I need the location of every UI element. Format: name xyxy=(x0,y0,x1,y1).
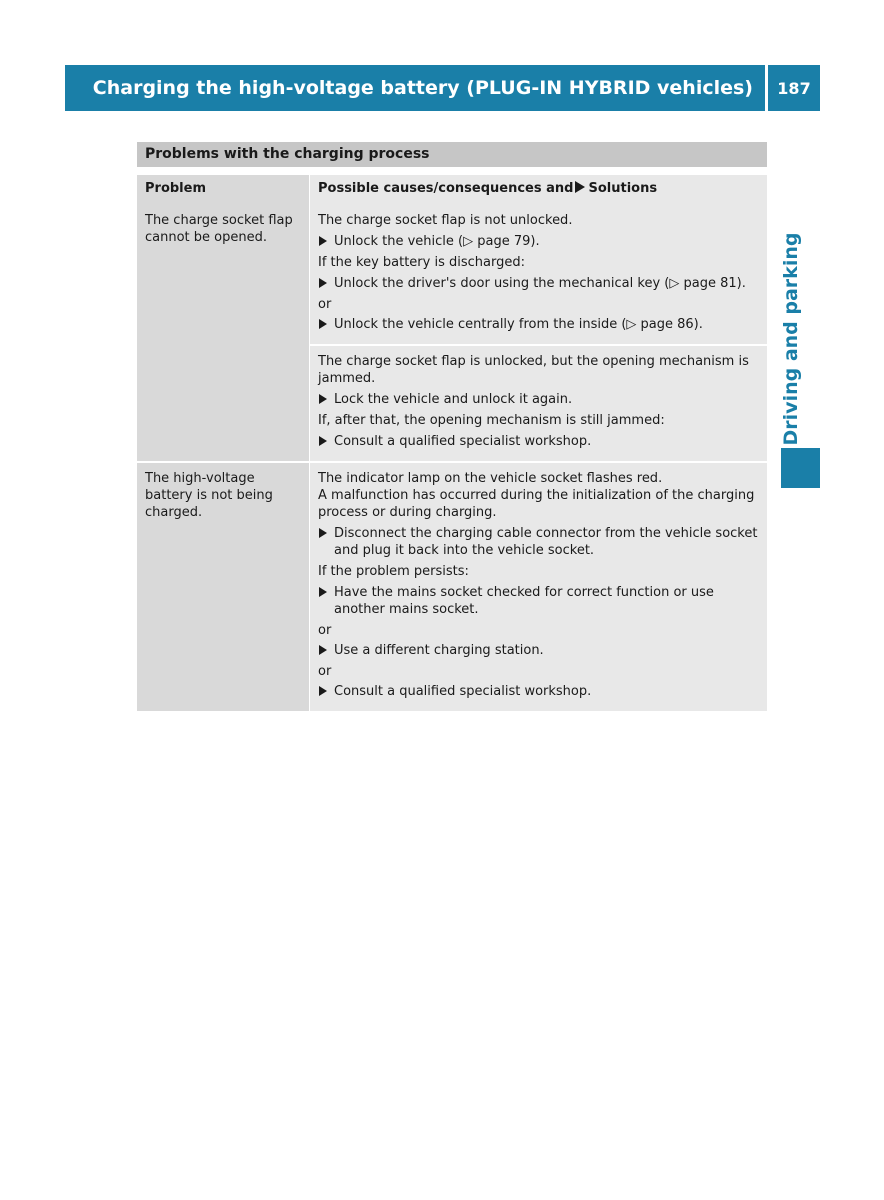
column-header-solutions-prefix: Possible causes/consequences and xyxy=(318,181,574,196)
table-header-row xyxy=(137,175,767,205)
problem-cell: The high-voltage battery is not being charged. xyxy=(137,463,309,711)
step-text: Unlock the vehicle (▷ page 79). xyxy=(334,234,540,249)
cause-text: If the key battery is discharged: xyxy=(318,255,525,270)
cause-text: If the problem persists: xyxy=(318,564,469,579)
step-text: Lock the vehicle and unlock it again. xyxy=(334,392,573,407)
table-row xyxy=(137,205,767,461)
solutions-cell xyxy=(310,463,767,711)
step-text: Unlock the vehicle centrally from the inside (▷ page 86). xyxy=(334,317,703,332)
cause-text: The indicator lamp on the vehicle socket flashes red. xyxy=(318,471,663,486)
solution-arrow-icon xyxy=(575,181,585,193)
step-text: Have the mains socket checked for correct function or use another mains socket. xyxy=(334,585,714,617)
step-arrow-icon xyxy=(319,436,327,446)
step-arrow-icon xyxy=(319,645,327,655)
section-tab xyxy=(774,232,808,446)
cause-text: A malfunction has occurred during the initialization of the charging process or during charging. xyxy=(318,488,755,520)
step-text: Use a different charging station. xyxy=(334,643,544,658)
solution-block xyxy=(310,344,767,461)
or-separator: or xyxy=(318,623,332,638)
solution-step xyxy=(318,275,761,292)
column-header-solutions-suffix: Solutions xyxy=(588,181,658,196)
section-tab-marker xyxy=(781,448,820,488)
problems-table xyxy=(137,142,767,711)
cause-text: The charge socket flap is not unlocked. xyxy=(318,213,573,228)
step-text: Consult a qualified specialist workshop. xyxy=(334,434,592,449)
step-text: Unlock the driver's door using the mechanical key (▷ page 81). xyxy=(334,276,746,291)
solution-step xyxy=(318,433,761,450)
column-header-solutions xyxy=(310,175,767,205)
solution-block xyxy=(310,205,767,344)
cause-text: The charge socket flap is unlocked, but the opening mechanism is jammed. xyxy=(318,354,749,386)
step-arrow-icon xyxy=(319,278,327,288)
page-title: Charging the high-voltage battery (PLUG-IN HYBRID vehicles) xyxy=(92,77,753,99)
solution-step xyxy=(318,642,761,659)
or-separator: or xyxy=(318,297,332,312)
step-arrow-icon xyxy=(319,587,327,597)
column-header-problem: Problem xyxy=(137,175,309,205)
step-arrow-icon xyxy=(319,394,327,404)
page-number: 187 xyxy=(768,65,820,111)
solution-step xyxy=(318,683,761,700)
problem-cell: The charge socket flap cannot be opened. xyxy=(137,205,309,461)
table-row xyxy=(137,461,767,711)
step-text: Disconnect the charging cable connector from the vehicle socket and plug it back into the vehicle socket. xyxy=(334,526,758,558)
solution-step xyxy=(318,316,761,333)
solution-step xyxy=(318,525,761,559)
section-tab-label: Driving and parking xyxy=(780,232,802,446)
solution-block xyxy=(310,463,767,711)
solution-step xyxy=(318,233,761,250)
page-header xyxy=(65,65,765,111)
solution-step xyxy=(318,584,761,618)
solution-step xyxy=(318,391,761,408)
step-text: Consult a qualified specialist workshop. xyxy=(334,684,592,699)
step-arrow-icon xyxy=(319,319,327,329)
or-separator: or xyxy=(318,664,332,679)
cause-text: If, after that, the opening mechanism is still jammed: xyxy=(318,413,665,428)
table-body xyxy=(137,205,767,711)
table-title: Problems with the charging process xyxy=(137,142,767,167)
step-arrow-icon xyxy=(319,236,327,246)
step-arrow-icon xyxy=(319,686,327,696)
solutions-cell xyxy=(310,205,767,461)
step-arrow-icon xyxy=(319,528,327,538)
